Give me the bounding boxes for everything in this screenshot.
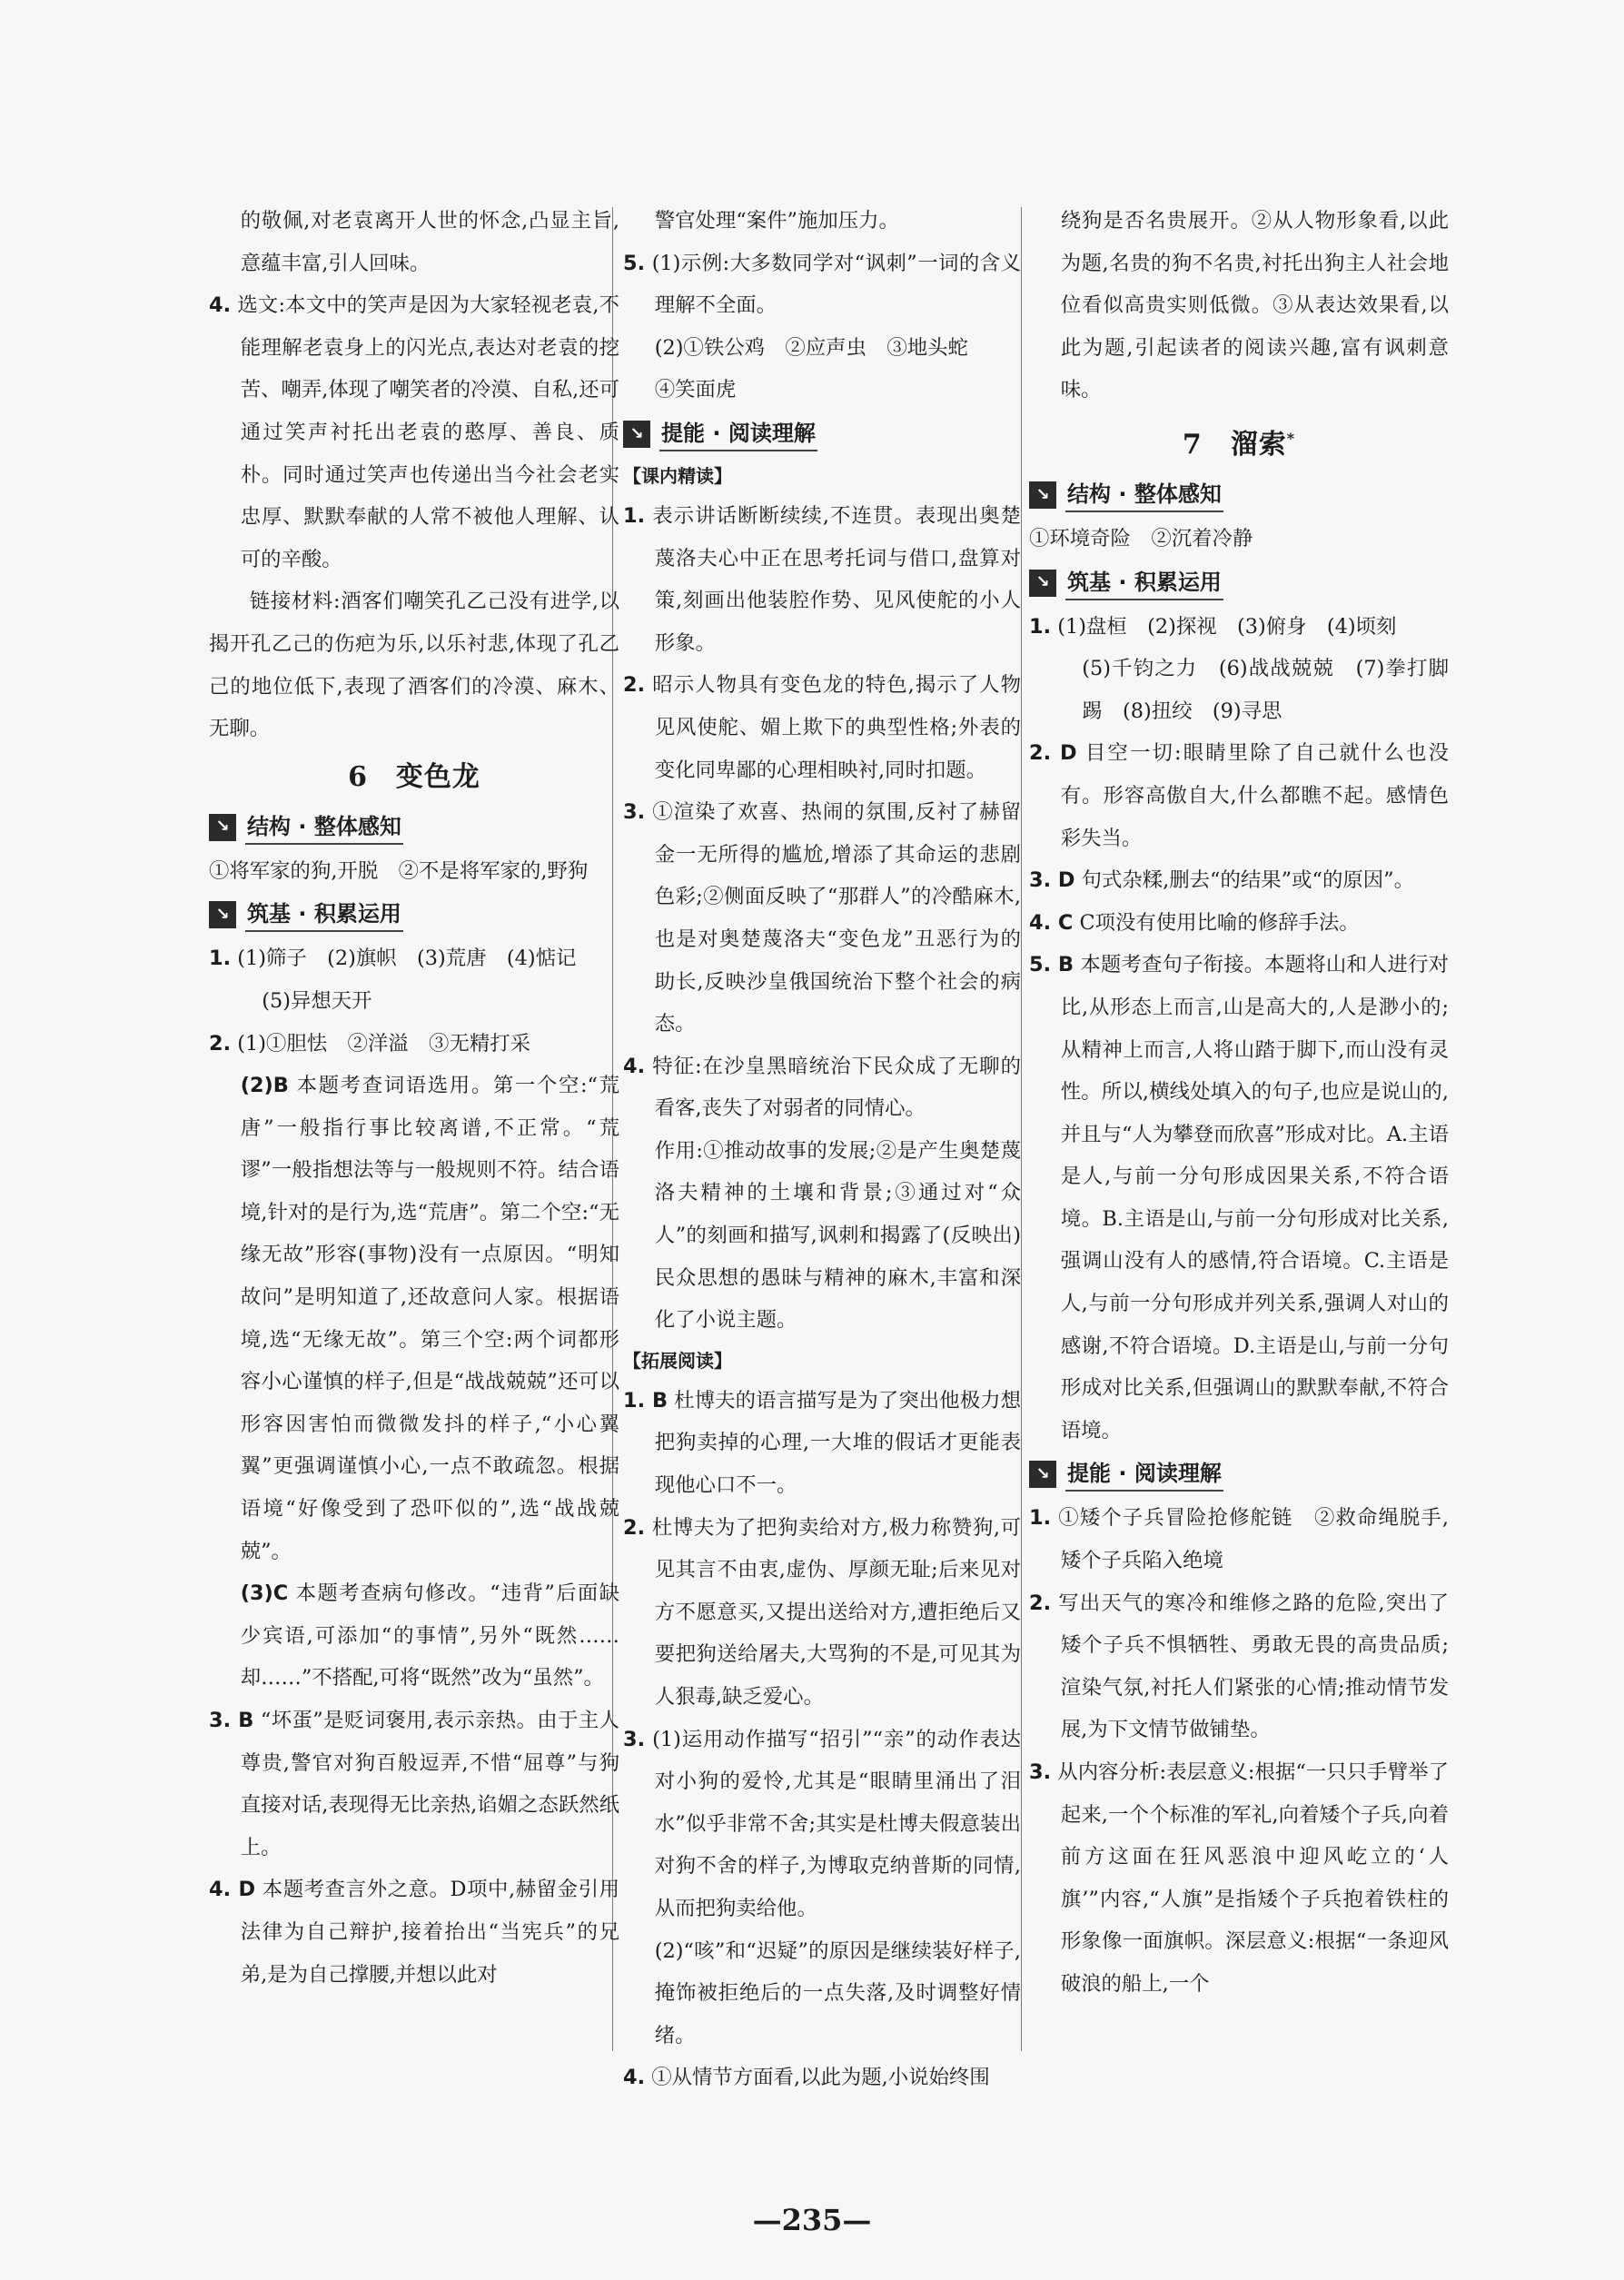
section-heading-text: 提能 · 阅读理解 — [1065, 1457, 1223, 1492]
answer-text — [209, 850, 619, 893]
item-text: ①渲染了欢喜、热闹的氛围,反衬了赫留金一无所得的尴尬,增添了其命运的悲剧色彩;②侧面反映了“那群人”的冷酷麻木,也是对奥楚蔑洛夫“变色龙”丑恶行为的助长,反映沙皇俄国统治下整个社会的病态。 — [652, 800, 1021, 1036]
item-text: (5)异想天开 — [262, 988, 372, 1013]
column-middle — [623, 200, 1021, 2099]
item-text: 目空一切:眼睛里除了自己就什么也没有。形容高傲自大,什么都瞧不起。感情色彩失当。 — [1060, 741, 1450, 850]
answer-item — [623, 1719, 1021, 1930]
item-number: 4. — [209, 293, 232, 318]
subsection-label — [623, 1342, 1021, 1380]
item-number: 3. — [1029, 1760, 1052, 1784]
item-text: 链接材料:酒客们嘲笑孔乙己没有进学,以揭开孔乙己的伤疤为乐,以乐衬悲,体现了孔乙己的地位低下,表现了酒客们的冷漠、麻木、无聊。 — [209, 590, 619, 741]
section-heading — [209, 894, 619, 936]
answer-item — [1029, 902, 1449, 945]
item-text: 本题考查言外之意。D项中,赫留金引用法律为自己辩护,接着抬出“当宪兵”的兄弟,是为自己撑腰,并想以此对 — [240, 1878, 619, 1987]
item-text: 本题考查病句修改。“违背”后面缺少宾语,可添加“的事情”,另外“既然……却……”不搭配,可将“既然”改为“虽然”。 — [240, 1581, 619, 1690]
item-text: 昭示人物具有变色龙的特色,揭示了人物见风使舵、媚上欺下的典型性格;外表的变化同卑鄙的心理相映衬,同时扣题。 — [652, 673, 1021, 782]
answer-item — [1029, 1751, 1449, 2006]
item-text: (5)千钧之力 (6)战战兢兢 (7)拳打脚踢 (8)扭绞 (9)寻思 — [1082, 657, 1449, 723]
page-number: —235— — [752, 2203, 872, 2237]
item-text: 选文:本文中的笑声是因为大家轻视老袁,不能理解老袁身上的闪光点,表达对老袁的挖苦、嘲弄,体现了嘲笑者的冷漠、自私,还可通过笑声衬托出老袁的憨厚、善良、质朴。同时通过笑声也传递出当今社会老实忠厚、默默奉献的人常不被他人理解、认可的辛酸。 — [237, 293, 619, 571]
item-text: C项没有使用比喻的修辞手法。 — [1079, 910, 1360, 935]
section-heading-text: 提能 · 阅读理解 — [659, 417, 817, 451]
item-text: ①环境奇险 ②沉着冷静 — [1029, 526, 1253, 550]
section-heading-text: 筑基 · 积累运用 — [1065, 566, 1223, 600]
item-number: 3. B — [209, 1709, 254, 1732]
answer-item — [209, 1700, 619, 1869]
item-number: 2. D — [1029, 741, 1077, 766]
section-heading — [1029, 562, 1449, 604]
item-text: (1)①胆怯 ②洋溢 ③无精打采 — [237, 1031, 531, 1056]
answer-text — [209, 980, 619, 1023]
section-heading-text: 结构 · 整体感知 — [245, 810, 403, 845]
item-number: 1. — [209, 947, 232, 971]
item-text: ④笑面虎 — [654, 378, 737, 402]
column-right — [1029, 200, 1449, 2006]
answer-item — [623, 243, 1021, 327]
answer-item — [623, 1046, 1021, 1130]
item-number: (3)C — [240, 1581, 289, 1606]
item-text: 杜博夫的语言描写是为了突出他极力想把狗卖掉的心理,一大堆的假话才更能表现他心口不一。 — [654, 1388, 1022, 1498]
item-text: (1)运用动作描写“招引”“亲”的动作表达对小狗的爱怜,尤其是“眼睛里涌出了泪水”似乎非常不舍;其实是杜博夫假意装出对狗不舍的样子,为博取克纳普斯的同情,从而把狗卖给他。 — [652, 1727, 1021, 1920]
item-text: ①从情节方面看,以此为题,小说始终围 — [651, 2066, 990, 2090]
item-text: 警官处理“案件”施加压力。 — [654, 209, 899, 233]
answer-text — [623, 200, 1021, 243]
section-arrow-icon: ↘ — [209, 901, 236, 928]
section-heading — [1029, 1453, 1449, 1495]
item-number: 2. — [623, 1515, 646, 1540]
answer-item — [209, 284, 619, 580]
item-text: “坏蛋”是贬词褒用,表示亲热。由于主人尊贵,警官对狗百般逗弄,不惜“屈尊”与狗直接对话,表现得无比亲热,谄媚之态跃然纸上。 — [240, 1709, 620, 1859]
answer-item — [209, 1869, 619, 1996]
answer-item — [623, 2057, 1021, 2099]
item-text: 绕狗是否名贵展开。②从人物形象看,以此为题,名贵的狗不名贵,衬托出狗主人社会地位看似高贵实则低微。③从表达效果看,以此为题,引起读者的阅读兴趣,富有讽刺意味。 — [1060, 209, 1449, 402]
column-left — [209, 200, 619, 1996]
section-heading-text: 筑基 · 积累运用 — [245, 897, 403, 932]
chapter-title — [1029, 411, 1449, 472]
item-text: (1)盘桓 (2)探视 (3)俯身 (4)顷刻 — [1057, 614, 1397, 639]
answer-item — [1029, 606, 1449, 649]
item-number: 1. — [623, 503, 646, 528]
answer-text — [1029, 518, 1449, 560]
subsection-label — [623, 457, 1021, 495]
answer-text — [623, 369, 1021, 411]
item-number: 4. — [623, 2066, 646, 2090]
item-number: 2. — [623, 673, 646, 698]
answer-text — [209, 1572, 619, 1700]
answer-item — [209, 937, 619, 980]
item-text: 从内容分析:表层意义:根据“一只只手臂举了起来,一个个标准的军礼,向着矮个子兵,向着前方这面在狂风恶浪中迎风屹立的‘人旗’”内容,“人旗”是指矮个子兵抱着铁柱的形象像一面旗帜。深层意义:根据“一条迎风破浪的船上,一个 — [1057, 1760, 1449, 1996]
item-text: 本题考查句子衔接。本题将山和人进行对比,从形态上而言,山是高大的,人是渺小的;从精神上而言,人将山踏于脚下,而山没有灵性。所以,横线处填入的句子,也应是说山的,并且与“人为攀登而欣喜”形成对比。A.主语是人,与前一分句形成因果关系,不符合语境。B.主语是山,与前一分句形成对比关系,强调山没有人的感情,符合语境。C.主语是人,与前一分句形成并列关系,强调人对山的感谢,不符合语境。D.主语是山,与前一分句形成对比关系,但强调山的默默奉献,不符合语境。 — [1060, 953, 1450, 1442]
answer-item — [623, 1507, 1021, 1719]
item-number: 2. — [1029, 1591, 1052, 1615]
item-number: 3. — [623, 1727, 646, 1751]
answer-text — [1029, 648, 1449, 732]
section-heading-text: 结构 · 整体感知 — [1065, 478, 1223, 512]
item-number: 5. B — [1029, 953, 1074, 977]
item-text: 【课内精读】 — [623, 464, 732, 487]
item-number: 4. C — [1029, 910, 1074, 935]
chapter-title-text: 7 溜索 — [1182, 428, 1287, 461]
answer-text — [209, 1065, 619, 1572]
item-text: 句式杂糅,删去“的结果”或“的原因”。 — [1081, 868, 1414, 893]
item-text: 作用:①推动故事的发展;②是产生奥楚蔑洛夫精神的土壤和背景;③通过对“众人”的刻画和描写,讽刺和揭露了(反映出)民众思想的愚昧与精神的麻木,丰富和深化了小说主题。 — [654, 1138, 1021, 1333]
item-number: 4. D — [209, 1878, 256, 1902]
item-number: 4. — [623, 1054, 646, 1078]
item-number: 2. — [209, 1031, 232, 1056]
item-number: 1. — [1029, 614, 1052, 639]
item-text: ①将军家的狗,开脱 ②不是将军家的,野狗 — [209, 858, 589, 883]
answer-text — [623, 1130, 1021, 1342]
section-heading — [1029, 474, 1449, 516]
item-number: 1. B — [623, 1388, 668, 1413]
section-arrow-icon: ↘ — [623, 421, 650, 448]
answer-text — [209, 580, 619, 749]
section-arrow-icon: ↘ — [1029, 481, 1056, 509]
item-text: 杜博夫为了把狗卖给对方,极力称赞狗,可见其言不由衷,虚伪、厚颜无耻;后来见对方不愿意买,又提出送给对方,遭拒绝后又要把狗送给屠夫,大骂狗的不是,可见其为人狠毒,缺乏爱心。 — [651, 1515, 1021, 1709]
item-number: 5. — [623, 251, 646, 275]
answer-item — [209, 1023, 619, 1066]
answer-item — [1029, 1582, 1449, 1751]
item-text: 本题考查词语选用。第一个空:“荒唐”一般指行事比较离谱,不正常。“荒谬”一般指想法等与一般规则不符。结合语境,针对的是行为,选“荒唐”。第二个空:“无缘无故”形容(事物)没有一点原因。“明知故问”是明知道了,还故意问人家。根据语境,选“无缘无故”。第三个空:两个词都形容小心谨慎的样子,但是“战战兢兢”还可以形容因害怕而微微发抖的样子,“小心翼翼”更强调谨慎小心,一点不敢疏忽。根据语境“好像受到了恐吓似的”,选“战战兢兢”。 — [240, 1074, 619, 1563]
section-heading — [209, 807, 619, 848]
answer-text — [623, 327, 1021, 370]
item-text: (1)筛子 (2)旗帜 (3)荒唐 (4)惦记 — [237, 947, 577, 971]
answer-item — [623, 495, 1021, 664]
answer-item — [623, 1380, 1021, 1507]
column-divider — [1021, 207, 1022, 2051]
item-number: 3. D — [1029, 868, 1075, 893]
item-text: 的敬佩,对老袁离开人世的怀念,凸显主旨,意蕴丰富,引人回味。 — [240, 209, 619, 275]
answer-text — [623, 1930, 1021, 2057]
answer-item — [623, 664, 1021, 791]
item-text: 特征:在沙皇黑暗统治下民众成了无聊的看客,丧失了对弱者的同情心。 — [652, 1054, 1021, 1121]
answer-text — [1029, 200, 1449, 411]
answer-item — [1029, 859, 1449, 902]
chapter-title-text: 6 变色龙 — [348, 760, 480, 793]
item-text: 【拓展阅读】 — [623, 1349, 732, 1372]
answer-item — [1029, 1497, 1449, 1581]
answer-item — [1029, 732, 1449, 859]
section-arrow-icon: ↘ — [1029, 570, 1056, 597]
answer-text — [209, 200, 619, 284]
item-text: (2)①铁公鸡 ②应声虫 ③地头蛇 — [654, 335, 968, 360]
item-text: 表示讲话断断续续,不连贯。表现出奥楚蔑洛夫心中正在思考托词与借口,盘算对策,刻画出他装腔作势、见风使舵的小人形象。 — [652, 503, 1021, 655]
answer-item — [1029, 944, 1449, 1452]
item-text: ①矮个子兵冒险抢修舵链 ②救命绳脱手,矮个子兵陷入绝境 — [1058, 1506, 1449, 1573]
section-arrow-icon: ↘ — [1029, 1461, 1056, 1488]
item-number: 1. — [1029, 1506, 1052, 1531]
item-number: (2)B — [240, 1074, 289, 1098]
item-text: (2)“咳”和“迟疑”的原因是继续装好样子,掩饰被拒绝后的一点失落,及时调整好情绪。 — [654, 1938, 1021, 2047]
section-arrow-icon: ↘ — [209, 814, 236, 841]
item-text: 写出天气的寒冷和维修之路的危险,突出了矮个子兵不惧牺牲、勇敢无畏的高贵品质;渲染气氛,衬托人们紧张的心情;推动情节发展,为下文情节做铺垫。 — [1058, 1591, 1449, 1742]
answer-item — [623, 791, 1021, 1046]
chapter-mark: * — [1286, 429, 1296, 447]
item-number: 3. — [623, 800, 646, 825]
section-heading — [623, 413, 1021, 455]
item-text: (1)示例:大多数同学对“讽刺”一词的含义理解不全面。 — [651, 251, 1022, 318]
chapter-title — [209, 750, 619, 805]
